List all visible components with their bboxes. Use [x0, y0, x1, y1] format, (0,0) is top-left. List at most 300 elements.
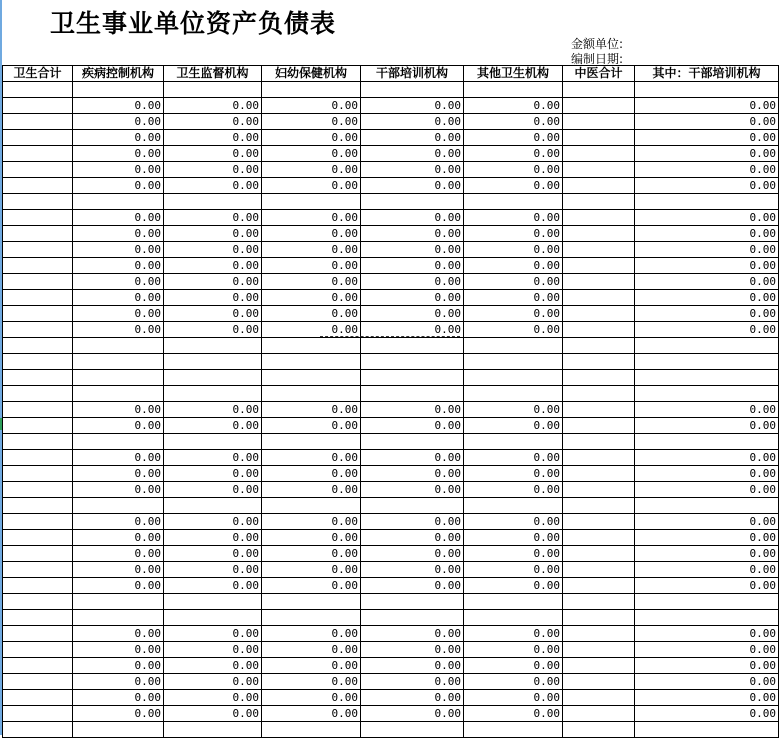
table-cell[interactable] — [3, 226, 73, 242]
table-cell[interactable] — [635, 338, 779, 354]
table-cell[interactable]: 0.00 — [361, 658, 464, 674]
col-header-maternal-child[interactable]: 妇幼保健机构 — [262, 66, 361, 82]
table-cell[interactable] — [635, 354, 779, 370]
table-cell[interactable]: 0.00 — [361, 114, 464, 130]
table-cell[interactable] — [464, 354, 563, 370]
table-cell[interactable] — [635, 434, 779, 450]
table-cell[interactable]: 0.00 — [361, 706, 464, 722]
col-header-other-health[interactable]: 其他卫生机构 — [464, 66, 563, 82]
table-cell[interactable]: 0.00 — [464, 642, 563, 658]
table-cell[interactable] — [73, 386, 164, 402]
table-cell[interactable] — [635, 610, 779, 626]
table-cell[interactable] — [361, 354, 464, 370]
table-cell[interactable]: 0.00 — [164, 466, 262, 482]
table-cell[interactable]: 0.00 — [164, 258, 262, 274]
table-cell[interactable] — [635, 722, 779, 738]
table-cell[interactable]: 0.00 — [262, 546, 361, 562]
table-cell[interactable] — [3, 722, 73, 738]
table-cell[interactable] — [3, 258, 73, 274]
table-cell[interactable] — [73, 498, 164, 514]
table-cell[interactable] — [164, 194, 262, 210]
table-cell[interactable]: 0.00 — [635, 258, 779, 274]
table-cell[interactable] — [563, 402, 635, 418]
table-cell[interactable] — [164, 354, 262, 370]
table-cell[interactable]: 0.00 — [361, 514, 464, 530]
table-cell[interactable]: 0.00 — [361, 258, 464, 274]
table-cell[interactable]: 0.00 — [73, 322, 164, 338]
table-cell[interactable]: 0.00 — [464, 402, 563, 418]
table-cell[interactable] — [563, 258, 635, 274]
table-cell[interactable] — [164, 722, 262, 738]
table-cell[interactable]: 0.00 — [73, 242, 164, 258]
table-cell[interactable]: 0.00 — [262, 530, 361, 546]
table-cell[interactable]: 0.00 — [464, 706, 563, 722]
table-cell[interactable]: 0.00 — [164, 274, 262, 290]
table-cell[interactable]: 0.00 — [464, 626, 563, 642]
table-cell[interactable] — [563, 466, 635, 482]
table-cell[interactable]: 0.00 — [73, 402, 164, 418]
table-cell[interactable] — [3, 514, 73, 530]
table-cell[interactable]: 0.00 — [164, 450, 262, 466]
col-header-tcm-cadre-training[interactable]: 其中：干部培训机构 — [635, 66, 779, 82]
table-cell[interactable]: 0.00 — [635, 482, 779, 498]
table-cell[interactable]: 0.00 — [73, 290, 164, 306]
table-cell[interactable]: 0.00 — [262, 578, 361, 594]
table-cell[interactable]: 0.00 — [164, 114, 262, 130]
table-cell[interactable]: 0.00 — [635, 530, 779, 546]
table-cell[interactable]: 0.00 — [73, 114, 164, 130]
table-cell[interactable] — [3, 242, 73, 258]
table-cell[interactable] — [563, 338, 635, 354]
table-cell[interactable]: 0.00 — [262, 130, 361, 146]
table-cell[interactable] — [635, 594, 779, 610]
table-cell[interactable] — [563, 642, 635, 658]
table-cell[interactable]: 0.00 — [464, 322, 563, 338]
table-cell[interactable] — [361, 594, 464, 610]
table-cell[interactable]: 0.00 — [635, 226, 779, 242]
table-cell[interactable] — [464, 594, 563, 610]
table-cell[interactable]: 0.00 — [73, 226, 164, 242]
table-cell[interactable]: 0.00 — [164, 146, 262, 162]
table-cell[interactable] — [3, 194, 73, 210]
table-cell[interactable]: 0.00 — [73, 274, 164, 290]
col-header-disease-control[interactable]: 疾病控制机构 — [73, 66, 164, 82]
table-cell[interactable] — [3, 562, 73, 578]
table-cell[interactable]: 0.00 — [73, 546, 164, 562]
table-cell[interactable]: 0.00 — [635, 706, 779, 722]
table-cell[interactable]: 0.00 — [164, 242, 262, 258]
table-cell[interactable] — [563, 418, 635, 434]
table-cell[interactable] — [563, 674, 635, 690]
table-cell[interactable]: 0.00 — [635, 450, 779, 466]
table-cell[interactable] — [3, 178, 73, 194]
table-cell[interactable]: 0.00 — [262, 626, 361, 642]
table-cell[interactable] — [563, 546, 635, 562]
table-cell[interactable]: 0.00 — [464, 130, 563, 146]
table-cell[interactable]: 0.00 — [262, 418, 361, 434]
table-cell[interactable]: 0.00 — [262, 162, 361, 178]
table-cell[interactable]: 0.00 — [73, 306, 164, 322]
table-cell[interactable]: 0.00 — [635, 210, 779, 226]
table-cell[interactable]: 0.00 — [164, 402, 262, 418]
table-cell[interactable] — [635, 498, 779, 514]
table-cell[interactable]: 0.00 — [635, 418, 779, 434]
table-cell[interactable] — [563, 178, 635, 194]
table-cell[interactable]: 0.00 — [262, 514, 361, 530]
table-cell[interactable] — [3, 530, 73, 546]
table-cell[interactable]: 0.00 — [361, 162, 464, 178]
table-cell[interactable] — [73, 722, 164, 738]
table-cell[interactable]: 0.00 — [635, 690, 779, 706]
table-cell[interactable] — [563, 242, 635, 258]
table-cell[interactable]: 0.00 — [464, 290, 563, 306]
table-cell[interactable]: 0.00 — [164, 418, 262, 434]
table-cell[interactable] — [563, 354, 635, 370]
table-cell[interactable] — [563, 706, 635, 722]
table-cell[interactable] — [73, 82, 164, 98]
table-cell[interactable] — [563, 450, 635, 466]
table-cell[interactable] — [361, 498, 464, 514]
table-cell[interactable] — [3, 210, 73, 226]
table-cell[interactable] — [563, 210, 635, 226]
table-cell[interactable] — [3, 274, 73, 290]
table-cell[interactable] — [563, 306, 635, 322]
table-cell[interactable]: 0.00 — [464, 674, 563, 690]
table-cell[interactable]: 0.00 — [464, 226, 563, 242]
table-cell[interactable]: 0.00 — [164, 226, 262, 242]
table-cell[interactable]: 0.00 — [262, 178, 361, 194]
table-cell[interactable] — [464, 386, 563, 402]
table-cell[interactable]: 0.00 — [361, 210, 464, 226]
table-cell[interactable]: 0.00 — [361, 178, 464, 194]
table-cell[interactable] — [464, 338, 563, 354]
table-cell[interactable] — [73, 594, 164, 610]
table-cell[interactable] — [563, 434, 635, 450]
table-cell[interactable] — [3, 642, 73, 658]
table-cell[interactable]: 0.00 — [262, 226, 361, 242]
table-cell[interactable]: 0.00 — [635, 514, 779, 530]
col-header-tcm-total[interactable]: 中医合计 — [563, 66, 635, 82]
table-cell[interactable] — [3, 594, 73, 610]
table-cell[interactable]: 0.00 — [361, 578, 464, 594]
table-cell[interactable] — [73, 338, 164, 354]
table-cell[interactable]: 0.00 — [262, 562, 361, 578]
table-cell[interactable]: 0.00 — [635, 274, 779, 290]
table-cell[interactable] — [3, 482, 73, 498]
table-cell[interactable] — [563, 274, 635, 290]
table-cell[interactable]: 0.00 — [262, 450, 361, 466]
table-cell[interactable]: 0.00 — [164, 210, 262, 226]
table-cell[interactable]: 0.00 — [361, 642, 464, 658]
table-cell[interactable]: 0.00 — [635, 674, 779, 690]
table-cell[interactable]: 0.00 — [164, 626, 262, 642]
table-cell[interactable] — [563, 610, 635, 626]
table-cell[interactable]: 0.00 — [262, 258, 361, 274]
table-cell[interactable]: 0.00 — [73, 178, 164, 194]
table-cell[interactable] — [3, 290, 73, 306]
table-cell[interactable]: 0.00 — [73, 674, 164, 690]
table-cell[interactable]: 0.00 — [464, 418, 563, 434]
table-cell[interactable] — [361, 610, 464, 626]
table-cell[interactable] — [3, 146, 73, 162]
table-cell[interactable] — [164, 386, 262, 402]
table-cell[interactable]: 0.00 — [73, 146, 164, 162]
table-cell[interactable]: 0.00 — [361, 450, 464, 466]
table-cell[interactable]: 0.00 — [73, 530, 164, 546]
table-cell[interactable]: 0.00 — [635, 178, 779, 194]
table-cell[interactable]: 0.00 — [361, 482, 464, 498]
table-cell[interactable] — [262, 610, 361, 626]
table-cell[interactable] — [464, 194, 563, 210]
table-cell[interactable] — [262, 498, 361, 514]
table-cell[interactable] — [3, 578, 73, 594]
table-cell[interactable]: 0.00 — [73, 626, 164, 642]
table-cell[interactable] — [262, 434, 361, 450]
table-cell[interactable] — [3, 82, 73, 98]
table-cell[interactable] — [3, 322, 73, 338]
table-cell[interactable] — [3, 402, 73, 418]
table-cell[interactable]: 0.00 — [635, 642, 779, 658]
table-cell[interactable]: 0.00 — [361, 306, 464, 322]
col-header-health-supervision[interactable]: 卫生监督机构 — [164, 66, 262, 82]
table-cell[interactable]: 0.00 — [73, 658, 164, 674]
table-cell[interactable] — [563, 498, 635, 514]
table-cell[interactable]: 0.00 — [361, 626, 464, 642]
table-cell[interactable] — [164, 370, 262, 386]
table-cell[interactable]: 0.00 — [73, 162, 164, 178]
table-cell[interactable]: 0.00 — [164, 658, 262, 674]
table-cell[interactable]: 0.00 — [464, 530, 563, 546]
table-cell[interactable]: 0.00 — [635, 290, 779, 306]
table-cell[interactable]: 0.00 — [73, 258, 164, 274]
table-cell[interactable]: 0.00 — [361, 322, 464, 338]
table-cell[interactable]: 0.00 — [464, 562, 563, 578]
table-cell[interactable]: 0.00 — [262, 674, 361, 690]
table-cell[interactable]: 0.00 — [262, 114, 361, 130]
table-cell[interactable] — [635, 194, 779, 210]
table-cell[interactable] — [73, 194, 164, 210]
table-cell[interactable] — [464, 610, 563, 626]
table-cell[interactable]: 0.00 — [464, 482, 563, 498]
table-cell[interactable] — [3, 706, 73, 722]
table-cell[interactable]: 0.00 — [164, 130, 262, 146]
table-cell[interactable]: 0.00 — [361, 466, 464, 482]
table-cell[interactable] — [563, 386, 635, 402]
table-cell[interactable] — [563, 98, 635, 114]
table-cell[interactable] — [164, 338, 262, 354]
table-cell[interactable]: 0.00 — [73, 418, 164, 434]
table-cell[interactable] — [262, 386, 361, 402]
table-cell[interactable]: 0.00 — [164, 642, 262, 658]
table-cell[interactable] — [563, 130, 635, 146]
table-cell[interactable]: 0.00 — [361, 290, 464, 306]
table-cell[interactable] — [361, 386, 464, 402]
table-cell[interactable]: 0.00 — [361, 402, 464, 418]
table-cell[interactable]: 0.00 — [635, 114, 779, 130]
table-cell[interactable] — [563, 146, 635, 162]
table-cell[interactable]: 0.00 — [164, 290, 262, 306]
table-cell[interactable]: 0.00 — [164, 674, 262, 690]
table-cell[interactable] — [262, 194, 361, 210]
table-cell[interactable]: 0.00 — [464, 306, 563, 322]
table-cell[interactable] — [361, 194, 464, 210]
table-cell[interactable]: 0.00 — [262, 242, 361, 258]
table-cell[interactable]: 0.00 — [164, 482, 262, 498]
table-cell[interactable]: 0.00 — [464, 450, 563, 466]
table-cell[interactable] — [563, 114, 635, 130]
table-cell[interactable]: 0.00 — [635, 98, 779, 114]
table-cell[interactable]: 0.00 — [73, 130, 164, 146]
table-cell[interactable] — [361, 722, 464, 738]
table-cell[interactable] — [73, 434, 164, 450]
table-cell[interactable]: 0.00 — [464, 658, 563, 674]
table-cell[interactable] — [361, 82, 464, 98]
table-cell[interactable] — [563, 370, 635, 386]
table-cell[interactable]: 0.00 — [73, 562, 164, 578]
table-cell[interactable]: 0.00 — [361, 530, 464, 546]
table-cell[interactable] — [3, 626, 73, 642]
table-cell[interactable] — [164, 498, 262, 514]
table-cell[interactable]: 0.00 — [635, 242, 779, 258]
table-cell[interactable] — [464, 370, 563, 386]
table-cell[interactable]: 0.00 — [635, 466, 779, 482]
table-cell[interactable]: 0.00 — [164, 514, 262, 530]
table-cell[interactable]: 0.00 — [464, 98, 563, 114]
table-cell[interactable]: 0.00 — [164, 98, 262, 114]
table-cell[interactable]: 0.00 — [262, 146, 361, 162]
table-cell[interactable] — [262, 370, 361, 386]
table-cell[interactable]: 0.00 — [73, 578, 164, 594]
table-cell[interactable] — [3, 130, 73, 146]
table-cell[interactable] — [563, 690, 635, 706]
table-cell[interactable]: 0.00 — [164, 562, 262, 578]
table-cell[interactable] — [563, 82, 635, 98]
table-cell[interactable]: 0.00 — [73, 98, 164, 114]
table-cell[interactable]: 0.00 — [464, 114, 563, 130]
table-cell[interactable]: 0.00 — [464, 178, 563, 194]
table-cell[interactable]: 0.00 — [464, 146, 563, 162]
table-cell[interactable] — [563, 594, 635, 610]
table-cell[interactable] — [464, 498, 563, 514]
table-cell[interactable] — [563, 162, 635, 178]
table-cell[interactable]: 0.00 — [164, 690, 262, 706]
table-cell[interactable]: 0.00 — [635, 306, 779, 322]
table-cell[interactable]: 0.00 — [164, 178, 262, 194]
table-cell[interactable]: 0.00 — [73, 706, 164, 722]
table-cell[interactable]: 0.00 — [262, 658, 361, 674]
table-cell[interactable]: 0.00 — [361, 690, 464, 706]
table-cell[interactable]: 0.00 — [164, 162, 262, 178]
table-cell[interactable]: 0.00 — [164, 306, 262, 322]
table-cell[interactable]: 0.00 — [73, 466, 164, 482]
table-cell[interactable] — [73, 610, 164, 626]
table-cell[interactable] — [361, 338, 464, 354]
table-cell[interactable] — [262, 82, 361, 98]
table-cell[interactable]: 0.00 — [73, 514, 164, 530]
table-cell[interactable] — [3, 466, 73, 482]
table-cell[interactable]: 0.00 — [361, 274, 464, 290]
table-cell[interactable]: 0.00 — [73, 482, 164, 498]
table-cell[interactable] — [262, 722, 361, 738]
table-cell[interactable]: 0.00 — [262, 98, 361, 114]
table-cell[interactable] — [3, 354, 73, 370]
table-cell[interactable] — [563, 626, 635, 642]
table-cell[interactable]: 0.00 — [262, 322, 361, 338]
table-cell[interactable]: 0.00 — [361, 562, 464, 578]
table-cell[interactable]: 0.00 — [464, 210, 563, 226]
table-cell[interactable]: 0.00 — [164, 530, 262, 546]
table-cell[interactable]: 0.00 — [464, 546, 563, 562]
table-cell[interactable]: 0.00 — [73, 642, 164, 658]
table-cell[interactable] — [164, 434, 262, 450]
table-cell[interactable] — [3, 306, 73, 322]
table-cell[interactable]: 0.00 — [635, 578, 779, 594]
table-cell[interactable] — [3, 658, 73, 674]
table-cell[interactable] — [464, 82, 563, 98]
table-cell[interactable] — [563, 722, 635, 738]
table-cell[interactable] — [164, 82, 262, 98]
table-cell[interactable]: 0.00 — [635, 146, 779, 162]
table-cell[interactable] — [563, 322, 635, 338]
table-cell[interactable]: 0.00 — [635, 626, 779, 642]
table-cell[interactable] — [361, 370, 464, 386]
table-cell[interactable] — [3, 498, 73, 514]
table-cell[interactable]: 0.00 — [361, 130, 464, 146]
table-cell[interactable] — [164, 610, 262, 626]
table-cell[interactable] — [563, 514, 635, 530]
table-cell[interactable] — [563, 578, 635, 594]
table-cell[interactable]: 0.00 — [262, 274, 361, 290]
table-cell[interactable]: 0.00 — [464, 258, 563, 274]
table-cell[interactable]: 0.00 — [464, 242, 563, 258]
col-header-cadre-training[interactable]: 干部培训机构 — [361, 66, 464, 82]
table-cell[interactable]: 0.00 — [361, 98, 464, 114]
table-cell[interactable] — [262, 354, 361, 370]
table-cell[interactable]: 0.00 — [262, 306, 361, 322]
table-cell[interactable]: 0.00 — [73, 690, 164, 706]
table-cell[interactable]: 0.00 — [464, 274, 563, 290]
table-cell[interactable]: 0.00 — [635, 562, 779, 578]
table-cell[interactable] — [262, 338, 361, 354]
table-cell[interactable]: 0.00 — [164, 322, 262, 338]
table-cell[interactable] — [73, 370, 164, 386]
table-cell[interactable]: 0.00 — [635, 322, 779, 338]
table-cell[interactable] — [3, 610, 73, 626]
table-cell[interactable]: 0.00 — [262, 466, 361, 482]
table-cell[interactable] — [3, 370, 73, 386]
table-cell[interactable]: 0.00 — [73, 450, 164, 466]
table-cell[interactable]: 0.00 — [635, 162, 779, 178]
table-cell[interactable] — [3, 434, 73, 450]
table-cell[interactable] — [563, 562, 635, 578]
table-cell[interactable]: 0.00 — [164, 546, 262, 562]
table-cell[interactable] — [3, 546, 73, 562]
table-cell[interactable]: 0.00 — [262, 402, 361, 418]
table-cell[interactable]: 0.00 — [262, 642, 361, 658]
table-cell[interactable]: 0.00 — [262, 706, 361, 722]
table-cell[interactable] — [3, 690, 73, 706]
table-cell[interactable] — [262, 594, 361, 610]
table-cell[interactable]: 0.00 — [464, 690, 563, 706]
table-cell[interactable]: 0.00 — [164, 706, 262, 722]
table-cell[interactable]: 0.00 — [464, 578, 563, 594]
table-cell[interactable] — [3, 114, 73, 130]
table-cell[interactable]: 0.00 — [361, 146, 464, 162]
table-cell[interactable]: 0.00 — [635, 402, 779, 418]
table-cell[interactable]: 0.00 — [635, 130, 779, 146]
table-cell[interactable]: 0.00 — [464, 466, 563, 482]
table-cell[interactable]: 0.00 — [262, 290, 361, 306]
